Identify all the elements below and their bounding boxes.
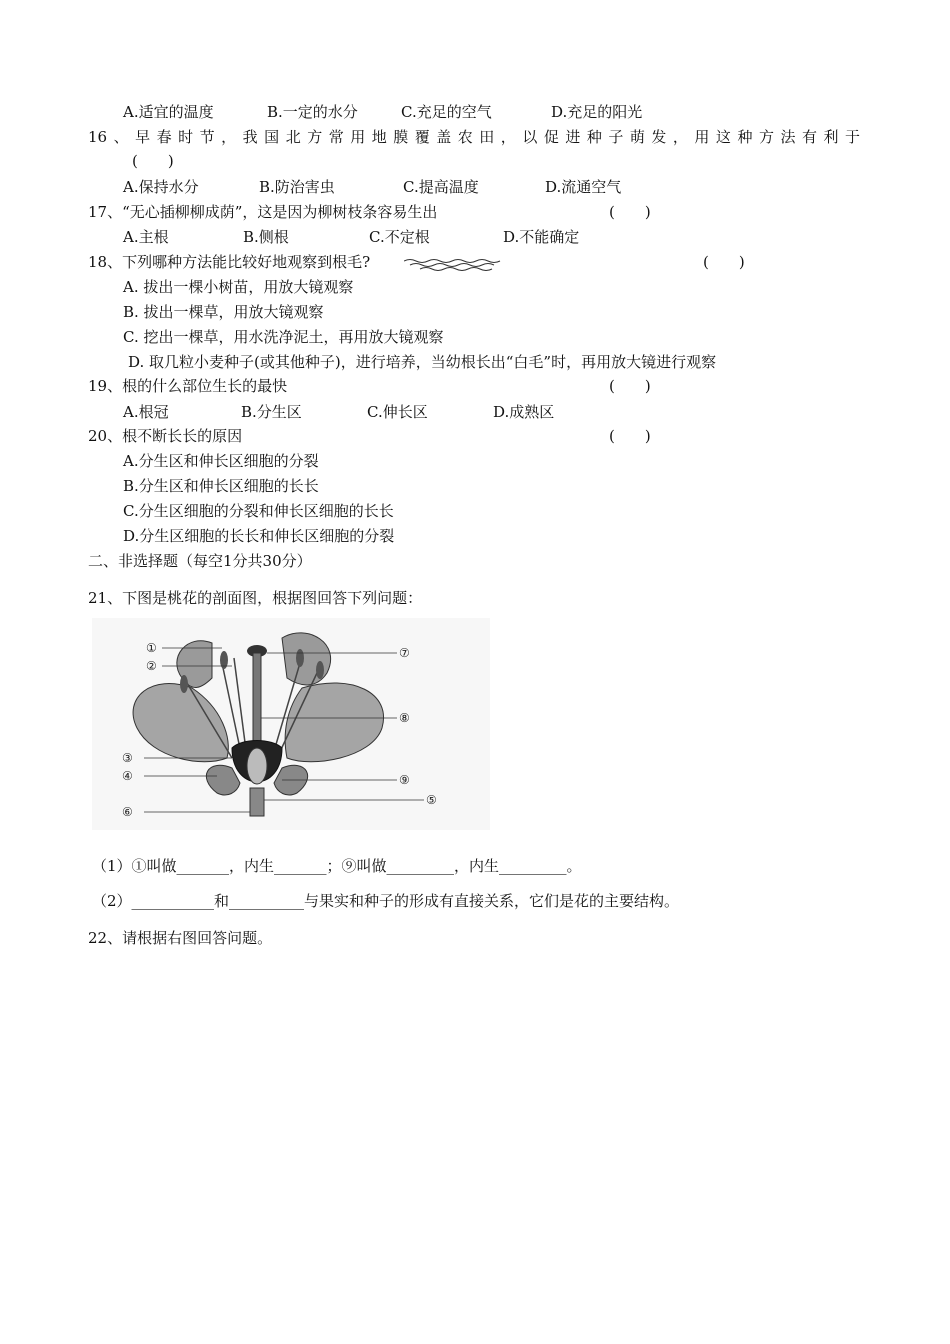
q18-option-a: A. 拔出一棵小树苗，用放大镜观察	[123, 278, 354, 296]
q17-option-b: B.侧根	[243, 228, 289, 246]
q17-option-d: D.不能确定	[503, 228, 580, 246]
q20-option-b: B.分生区和伸长区细胞的长长	[123, 477, 319, 495]
label-3: ③	[122, 751, 133, 765]
q18-answer-paren: ( )	[703, 253, 745, 271]
q16-stem: 16、早春时节，我国北方常用地膜覆盖农田，以促进种子萌发，用这种方法有利于	[88, 128, 860, 146]
right-petal	[285, 683, 383, 762]
label-7: ⑦	[399, 646, 410, 660]
q19-option-b: B.分生区	[241, 403, 302, 421]
q18-stem: 18、下列哪种方法能比较好地观察到根毛?	[88, 253, 371, 271]
q20-option-c: C.分生区细胞的分裂和伸长区细胞的长长	[123, 502, 394, 520]
q19-answer-paren: ( )	[609, 377, 651, 395]
q21-stem: 21、下图是桃花的剖面图，根据图回答下列问题：	[88, 589, 423, 607]
q19-option-d: D.成熟区	[493, 403, 555, 421]
q20-option-a: A.分生区和伸长区细胞的分裂	[123, 452, 319, 470]
label-9: ⑨	[399, 773, 410, 787]
pedicel	[250, 788, 264, 816]
anther	[180, 675, 188, 693]
label-4: ④	[122, 769, 133, 783]
q21-sub2: （2）___________和__________与果实和种子的形成有直接关系，它们是花的主要结构。	[92, 892, 680, 910]
q20-option-d: D.分生区细胞的长长和伸长区细胞的分裂	[123, 527, 395, 545]
q21-sub1: （1）①叫做_______，内生_______；⑨叫做_________，内生_________。	[92, 857, 582, 875]
label-8: ⑧	[399, 711, 410, 725]
q20-answer-paren: ( )	[609, 427, 651, 445]
q20-stem: 20、根不断长长的原因	[88, 427, 243, 445]
label-6: ⑥	[122, 805, 133, 819]
q15-option-b: B.一定的水分	[267, 103, 358, 121]
q16-option-a: A.保持水分	[123, 178, 199, 196]
style	[253, 653, 261, 753]
left-petal	[133, 684, 228, 762]
left-sepal	[206, 765, 240, 795]
q19-stem: 19、根的什么部位生长的最快	[88, 377, 288, 395]
q15-option-c: C.充足的空气	[401, 103, 492, 121]
right-upper-petal	[282, 633, 331, 685]
label-1: ①	[146, 641, 157, 655]
q19-option-a: A.根冠	[123, 403, 169, 421]
q17-stem: 17、“无心插柳柳成荫”，这是因为柳树枝条容易生出	[88, 203, 438, 221]
anther	[296, 649, 304, 667]
label-5: ⑤	[426, 793, 437, 807]
peach-flower-section-image	[92, 618, 490, 830]
q17-option-a: A.主根	[123, 228, 169, 246]
q18-option-c: C. 挖出一棵草，用水洗净泥土，再用放大镜观察	[123, 328, 444, 346]
q16-answer-paren: ( )	[132, 152, 174, 170]
q16-option-c: C.提高温度	[403, 178, 479, 196]
peach-flower-diagram	[92, 618, 490, 830]
q16-option-d: D.流通空气	[545, 178, 622, 196]
anther	[316, 661, 324, 679]
wavy-underline-mark	[404, 257, 504, 271]
q15-option-d: D.充足的阳光	[551, 103, 643, 121]
q18-option-b: B. 拔出一棵草，用放大镜观察	[123, 303, 324, 321]
q19-option-c: C.伸长区	[367, 403, 428, 421]
section-heading: 二、非选择题（每空1分共30分）	[88, 552, 312, 570]
label-2: ②	[146, 659, 157, 673]
q18-option-d: D. 取几粒小麦种子(或其他种子)，进行培养，当幼根长出“白毛”时，再用放大镜进行观察	[128, 353, 717, 371]
q15-option-a: A.适宜的温度	[123, 103, 214, 121]
q22-stem: 22、请根据右图回答问题。	[88, 929, 273, 947]
q17-answer-paren: ( )	[609, 203, 651, 221]
ovary	[247, 748, 267, 784]
q17-option-c: C.不定根	[369, 228, 430, 246]
q16-option-b: B.防治害虫	[259, 178, 335, 196]
